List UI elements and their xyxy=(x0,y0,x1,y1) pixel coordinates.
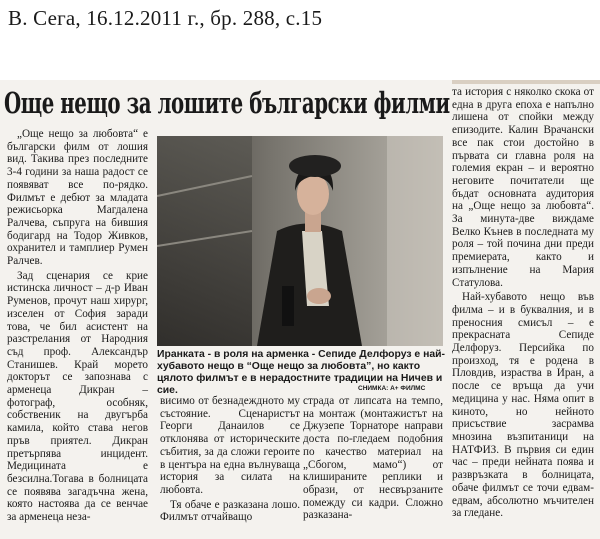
column-4-paragraph: та история с няколко скока от една в друга епоха е напълно лишена от спойки между епизодите. Калин Врачански все пак стои достойно в първата си главна роля на големия екран – и вероятно неговите почитатели ще бъдат основната аудитория на „Още нещо за любовта“. За минута-две виждаме Велко Кънев в последната му роля – той почина дни преди премиерата, както и изпълнение на Мария Статулова. xyxy=(452,86,594,289)
photo-woman-in-coat xyxy=(157,136,443,346)
top-strip xyxy=(452,80,600,84)
column-2-paragraph: висимо от безнадеждното му състояние. Сценаристът Георги Данаилов се отклонява от историческите събития, за да сложи героите в центъра на една вълнуваща история за силата на любовта. xyxy=(160,395,300,496)
column-3-paragraph: страда от липсата на темпо, на монтаж (монтажистът на Джузепе Торнаторе направи доста по-гледаем подобния по качество материал на „Сбогом, мамо“) от клишираните реплики и образи, от несвързаните помежду си кадри. Сложно разказана- xyxy=(303,395,443,522)
source-line: В. Сега, 16.12.2011 г., бр. 288, с.15 xyxy=(8,6,323,30)
article-column-1 xyxy=(7,128,148,526)
photo-caption: Иранката - в роля на арменка - Сепиде Делфоруз е най-хубавото нещо в “Още нещо за любовта”, но както цялото филмът е в нерадостните традиции на Ничев и сие. xyxy=(157,349,445,396)
column-2-paragraph: Тя обаче е разказана лошо. Филмът отчайващо xyxy=(160,498,300,524)
article-column-2 xyxy=(160,395,300,526)
article-column-4 xyxy=(452,86,594,522)
article-photo xyxy=(157,136,443,346)
article-column-3 xyxy=(303,395,443,524)
photo-credit: СНИМКА: А+ ФИЛМС xyxy=(358,385,426,392)
column-1-paragraph: Зад сценария се крие истинска личност – д-р Иван Руменов, прочут наш хирург, изселен от София заради това, че бил асистент на разстрелания от Народния съд проф. Александър Станишев. Край морето докторът се запознава с арменеца Дикран – фотограф, особняк, собственик на двугърба камила, който става негов пръв приятел. Дикран претърпява инцидент. Медицината е безсилна.Тогава в болницата се появява загадъчна жена, която настоява да се венчае за арменеца неза- xyxy=(7,269,148,524)
column-4-paragraph: Най-хубавото нещо във филма – и в буквалния, и в преносния смисъл – е прекрасната Сепиде Делфоруз. Персийка по произход, тя е родена в Пловдив, израства в Иран, а после се връща да учи медицина у нас. Няма опит в киното, но нейното присъствие засрамва мнозина възпитаници на НАТФИЗ. В първия си един час – преди нейната поява и развръзката в болницата, обаче филмът се точи едвам-едвам, абсолютно мъчителен за гледане. xyxy=(452,291,594,520)
column-1-paragraph: „Още нещо за любовта“ е български филм от лошия вид. Такива през последните 3-4 години за наша радост се появяват все по-рядко. Филмът е дебют за младата режисьорка Магдалена Ралчева, съпруга на бившия бодигард на Тодор Живков, охранител и тамплиер Румен Ралчев. xyxy=(7,128,148,268)
headline: Още нещо за лошите български филми xyxy=(4,86,450,120)
